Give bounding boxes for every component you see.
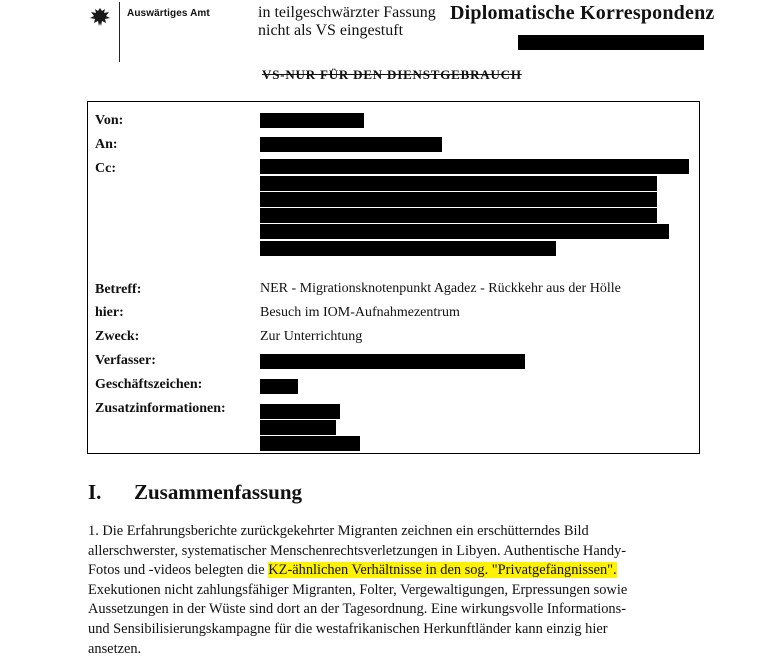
section-title: Zusammenfassung (134, 480, 303, 504)
redaction-bar (260, 208, 657, 223)
field-label-betreff: Betreff: (95, 282, 142, 297)
field-label-zweck: Zweck: (95, 329, 140, 344)
field-label-hier: hier: (95, 305, 124, 320)
redaction-bar (260, 176, 657, 191)
field-value-betreff: NER - Migrationsknotenpunkt Agadez - Rückkehr aus der Hölle (260, 281, 621, 296)
classification-line-1: in teilgeschwärzter Fassung (258, 4, 436, 21)
field-label-cc: Cc: (95, 161, 116, 176)
paragraph-line: 1. Die Erfahrungsberichte zurückgekehrter Migranten zeichnen ein erschütterndes Bild (88, 523, 589, 539)
paragraph-line: ansetzen. (88, 640, 142, 657)
paragraph-line (88, 561, 710, 581)
redaction-bar (260, 113, 364, 128)
redaction-bar (260, 192, 657, 207)
field-label-verfasser: Verfasser: (95, 353, 156, 368)
field-label-zusatzinformationen: Zusatzinformationen: (95, 401, 226, 416)
field-label-geschaeftszeichen: Geschäftszeichen: (95, 377, 203, 392)
section-number: I. (88, 480, 102, 504)
redaction-bar (260, 354, 525, 369)
struck-classification-note: VS-NUR FÜR DEN DIENSTGEBRAUCH (262, 67, 522, 82)
redaction-bar (260, 241, 556, 256)
paragraph-line-text: Fotos und -videos belegten die (88, 562, 269, 579)
paragraph-line: Aussetzungen in der Wüste sind dort an der Tagesordnung. Eine wirkungsvolle Informations- (88, 601, 626, 618)
summary-paragraph (88, 522, 710, 659)
redaction-bar (260, 224, 669, 239)
redaction-bar (260, 379, 298, 394)
redaction-bar (518, 35, 704, 50)
redaction-bar (260, 404, 340, 419)
field-label-an: An: (95, 137, 118, 152)
federal-eagle-icon (88, 6, 112, 28)
paragraph-line-text: allerschwerster, systematischer Menschenrechtsverletzungen in Libyen. Authentische Handy- (88, 542, 627, 559)
highlighted-passage: KZ-ähnlichen Verhältnisse in den sog. "Privatgefängnissen". (268, 562, 617, 579)
field-value-hier: Besuch im IOM-Aufnahmezentrum (260, 305, 460, 320)
field-value-zweck: Zur Unterrichtung (260, 329, 363, 344)
redaction-bar (260, 420, 336, 435)
redaction-bar (260, 159, 689, 174)
redaction-bar (260, 436, 360, 451)
paragraph-line: und Sensibilisierungskampagne für die westafrikanischen Herkunftländer kann einzig hier (88, 620, 608, 637)
paragraph-line: Exekutionen nicht zahlungsfähiger Migranten, Folter, Vergewaltigungen, Erpressungen sowie (88, 581, 628, 598)
redaction-bar (260, 137, 442, 152)
paragraph-line (88, 542, 710, 562)
field-label-von: Von: (95, 113, 124, 128)
document-kind-title: Diplomatische Korrespondenz (450, 2, 715, 24)
classification-line-2: nicht als VS eingestuft (258, 22, 404, 39)
org-name: Auswärtiges Amt (127, 8, 210, 19)
letterhead-divider (119, 2, 120, 62)
